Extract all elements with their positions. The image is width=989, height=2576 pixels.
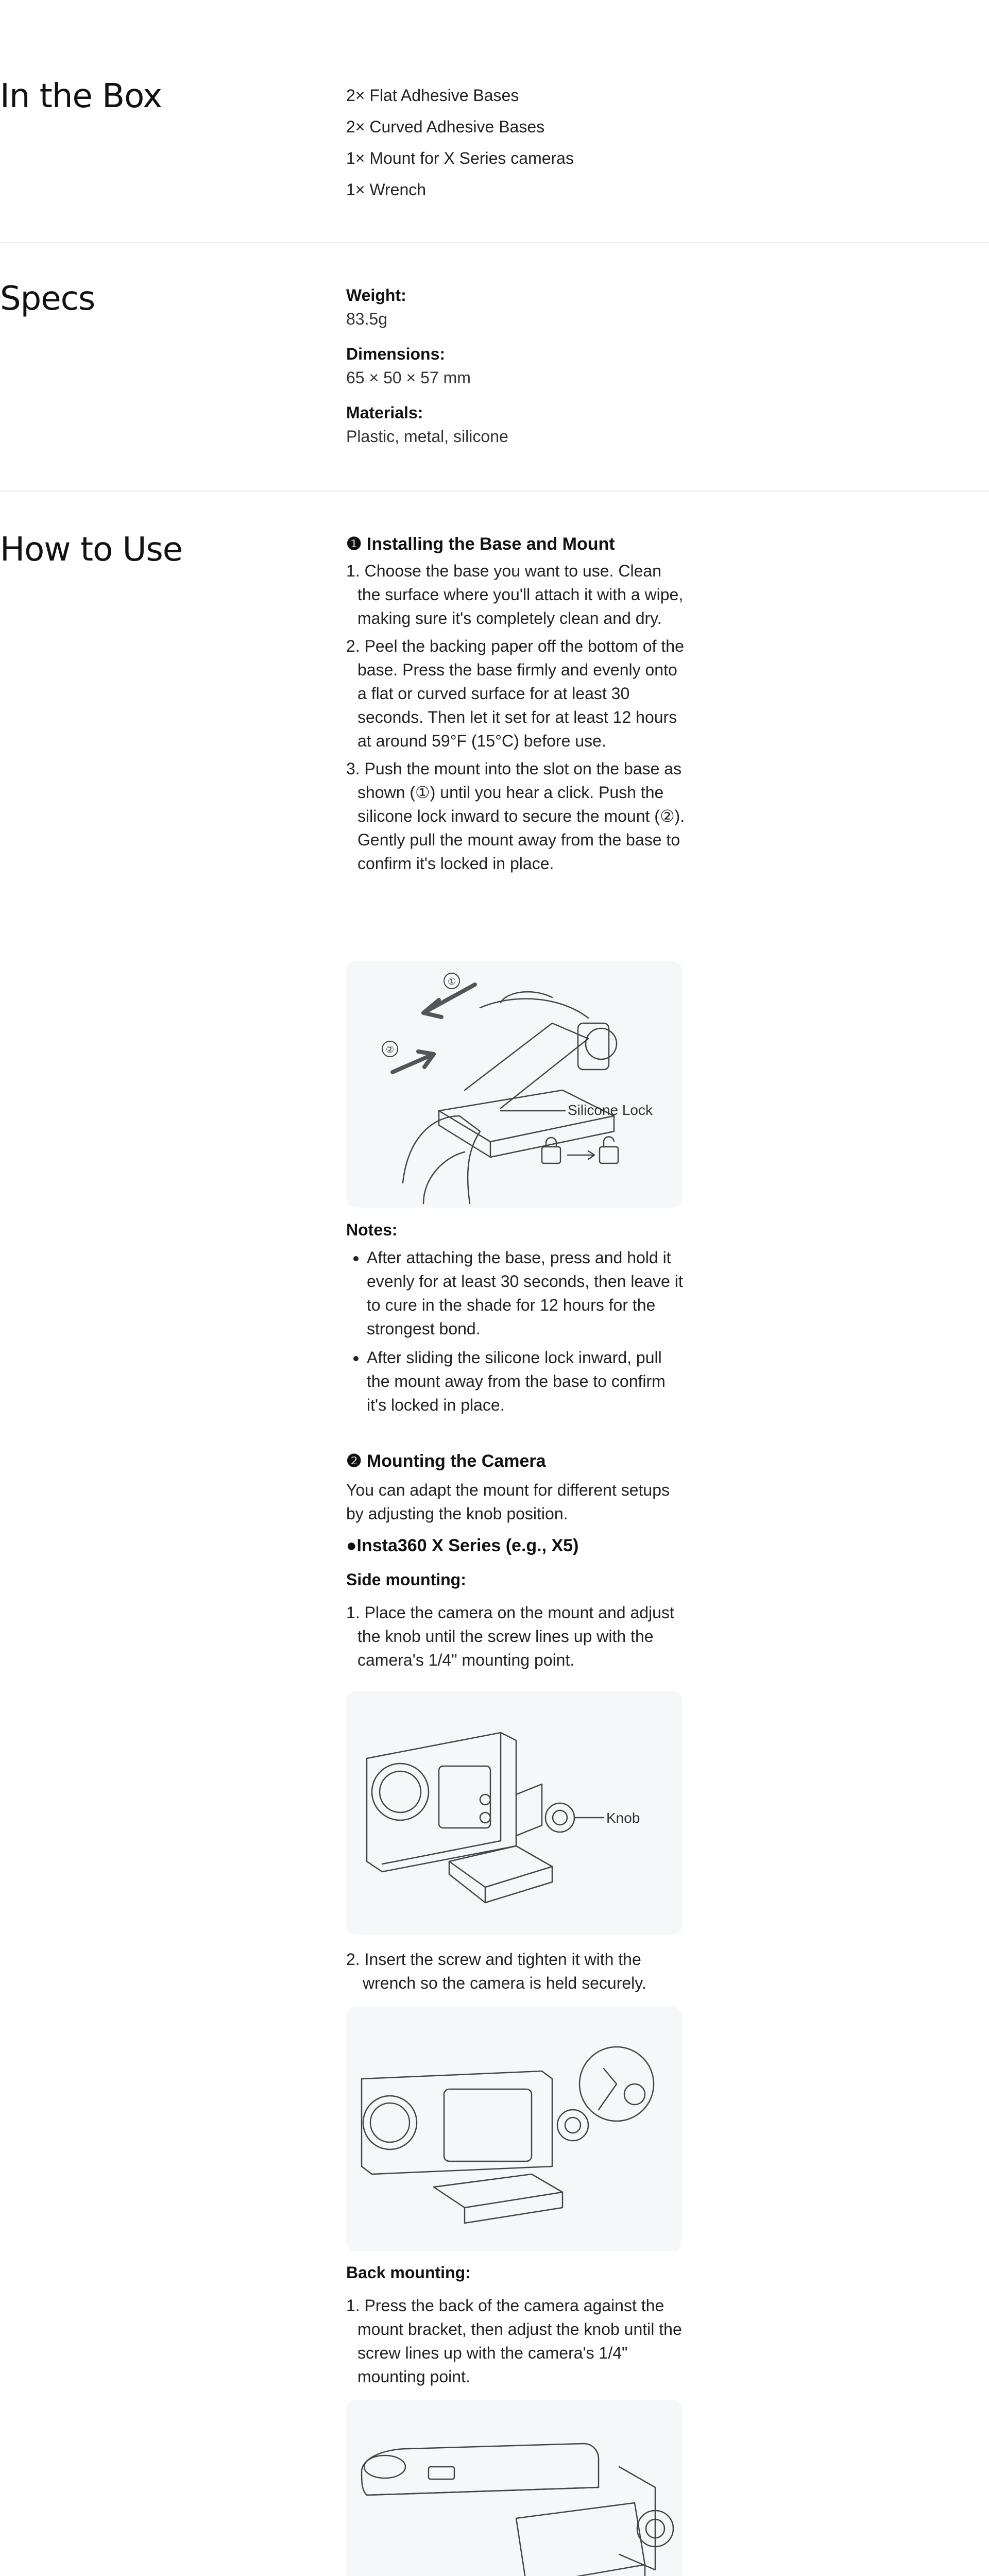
side-mount-diagram-2 [346,2007,682,2251]
knob-label: Knob [606,1810,640,1826]
install-illustration [346,961,682,1208]
back-step-1: 1. Press the back of the camera against the mount bracket, then adjust the knob until the screw lines up with the camera's 1/4" mounting point. [346,2296,682,2386]
silicone-lock-label: Silicone Lock [568,1102,653,1118]
side-step-1: 1. Place the camera on the mount and adjust the knob until the screw lines up with the camera's 1/4" mounting point. [346,1603,674,1669]
install-section [346,532,686,879]
install-heading: ❶ Installing the Base and Mount [346,534,615,554]
mounting-section [346,1449,686,1672]
in-the-box-title: In the Box [0,77,162,115]
weight-label: Weight: [346,286,406,304]
note-item: • After sliding the silicone lock inward, pull the mount away from the base to confirm it's locked in place. [367,1346,686,1417]
mounting-heading: ❷ Mounting the Camera [346,1451,546,1471]
install-step: 3. Push the mount into the slot on the base as shown (①) until you hear a click. Push the silicone lock inward to secure the mount (②). Gently pull the mount away from the base to confirm it's locked in place. [346,759,685,873]
box-item: 1× Mount for X Series cameras [346,149,574,167]
back-mounting-title: Back mounting: [346,2263,471,2282]
notes-title: Notes: [346,1221,398,1239]
note-item: • After attaching the base, press and hold it evenly for at least 30 seconds, then leave it to cure in the shade for 12 hours for the strongest bond. [367,1246,686,1341]
materials-label: Materials: [346,403,423,422]
divider [0,490,989,492]
series-label: ●Insta360 X Series (e.g., X5) [346,1536,579,1555]
dimensions-value: 65 × 50 × 57 mm [346,368,471,387]
side-mount-diagram-1 [346,1691,682,1935]
install-notes [346,1218,686,1422]
side-step-2: 2. Insert the screw and tighten it with the wrench so the camera is held securely. [346,1950,646,1992]
side-mount-illustration-2 [346,2007,682,2251]
illustration-number-2: ② [386,1044,395,1055]
how-to-use-title: How to Use [0,531,183,569]
back-mount-illustration-1 [346,2400,682,2576]
divider [0,242,989,243]
back-mount-diagram-1 [346,2400,682,2576]
box-item: 2× Flat Adhesive Bases [346,86,519,105]
back-mount-section [346,2261,686,2388]
specs-title: Specs [0,280,95,318]
box-item: 2× Curved Adhesive Bases [346,117,545,136]
specs-list [346,283,686,460]
mounting-intro: You can adapt the mount for different setups by adjusting the knob position. [346,1481,670,1523]
install-diagram [346,961,682,1208]
side-mount-illustration-1 [346,1691,682,1935]
in-the-box-list [346,80,686,206]
install-step: 2. Peel the backing paper off the bottom of the base. Press the base firmly and evenly onto a flat or curved surface for at least 30 seconds. Then let it set for at least 12 hours at around 59°F (15°C) before use. [346,637,684,750]
box-item: 1× Wrench [346,180,427,199]
materials-value: Plastic, metal, silicone [346,427,508,446]
install-step: 1. Choose the base you want to use. Clean the surface where you'll attach it with a wipe, making sure it's completely clean and dry. [346,562,684,628]
weight-value: 83.5g [346,310,388,328]
dimensions-label: Dimensions: [346,345,446,363]
illustration-number-1: ① [448,976,456,987]
side-mounting-title: Side mounting: [346,1570,466,1589]
side-step-2-wrap [346,1947,686,1995]
